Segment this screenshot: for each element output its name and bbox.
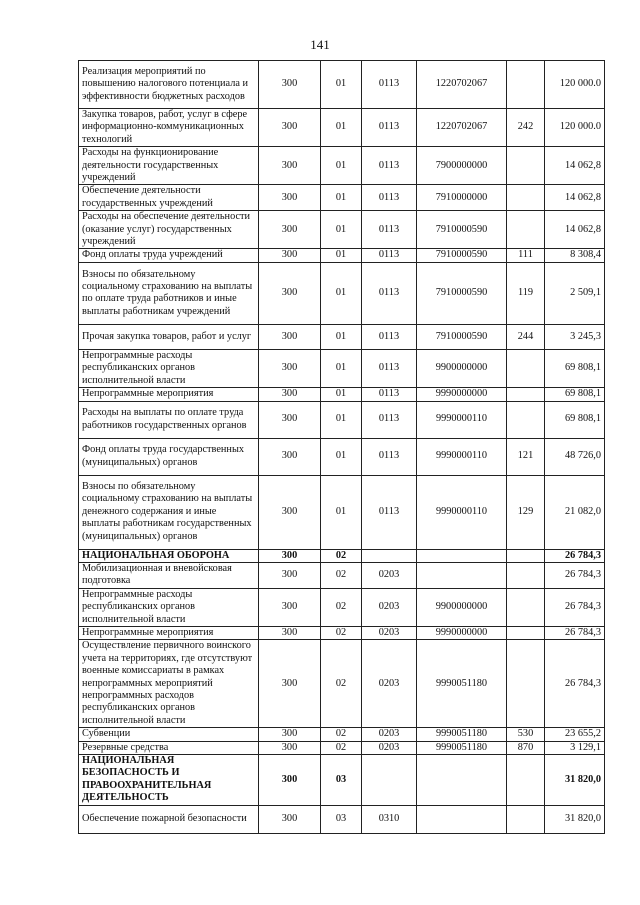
table-row [79, 249, 605, 262]
row-subsection-code: 0113 [362, 438, 417, 475]
row-amount: 21 082,0 [545, 475, 605, 549]
row-section-code: 01 [321, 61, 362, 109]
table-row [79, 728, 605, 741]
row-expense-type [507, 640, 545, 728]
row-name: Расходы на обеспечение деятельности (оказание услуг) государственных учреждений [79, 211, 259, 249]
row-section-code: 02 [321, 588, 362, 626]
row-target-article: 9990000110 [417, 401, 507, 438]
row-subsection-code: 0203 [362, 640, 417, 728]
row-name: Обеспечение деятельности государственных учреждений [79, 185, 259, 211]
table-row [79, 211, 605, 249]
row-expense-type: 242 [507, 109, 545, 147]
row-target-article [417, 562, 507, 588]
row-subsection-code: 0113 [362, 249, 417, 262]
row-amount: 69 808,1 [545, 349, 605, 387]
row-name: Субвенции [79, 728, 259, 741]
row-grbs-code: 300 [259, 805, 321, 833]
row-expense-type [507, 588, 545, 626]
table-row [79, 562, 605, 588]
row-expense-type [507, 755, 545, 806]
table-row [79, 475, 605, 549]
row-target-article: 9900000000 [417, 588, 507, 626]
row-grbs-code: 300 [259, 324, 321, 349]
row-name: Непрограммные расходы республиканских органов исполнительной власти [79, 349, 259, 387]
row-grbs-code: 300 [259, 109, 321, 147]
row-section-code: 01 [321, 475, 362, 549]
row-target-article: 7910000590 [417, 211, 507, 249]
row-name: Резервные средства [79, 741, 259, 754]
table-row [79, 755, 605, 806]
row-subsection-code: 0203 [362, 728, 417, 741]
table-row [79, 401, 605, 438]
row-subsection-code [362, 755, 417, 806]
row-subsection-code: 0113 [362, 262, 417, 324]
row-amount: 3 245,3 [545, 324, 605, 349]
row-target-article [417, 755, 507, 806]
row-expense-type: 121 [507, 438, 545, 475]
row-grbs-code: 300 [259, 640, 321, 728]
row-expense-type [507, 61, 545, 109]
row-target-article: 9990051180 [417, 728, 507, 741]
row-grbs-code: 300 [259, 185, 321, 211]
row-amount: 120 000.0 [545, 109, 605, 147]
row-amount: 120 000.0 [545, 61, 605, 109]
row-target-article: 1220702067 [417, 61, 507, 109]
row-grbs-code: 300 [259, 755, 321, 806]
row-name: Прочая закупка товаров, работ и услуг [79, 324, 259, 349]
row-expense-type: 870 [507, 741, 545, 754]
row-amount: 31 820,0 [545, 755, 605, 806]
row-expense-type [507, 388, 545, 401]
row-target-article: 9990051180 [417, 640, 507, 728]
row-section-code: 03 [321, 755, 362, 806]
row-subsection-code: 0113 [362, 211, 417, 249]
row-expense-type: 129 [507, 475, 545, 549]
row-name: Взносы по обязательному социальному страхованию на выплаты денежного содержания и иные выплаты работникам государственных (муниципальных) органов [79, 475, 259, 549]
budget-table [78, 60, 605, 834]
row-expense-type [507, 549, 545, 562]
row-section-code: 01 [321, 211, 362, 249]
row-subsection-code: 0113 [362, 349, 417, 387]
row-grbs-code: 300 [259, 249, 321, 262]
row-name: Непрограммные расходы республиканских органов исполнительной власти [79, 588, 259, 626]
row-name: Расходы на выплаты по оплате труда работников государственных органов [79, 401, 259, 438]
table-row [79, 109, 605, 147]
row-target-article: 9990000000 [417, 388, 507, 401]
row-target-article: 7910000590 [417, 262, 507, 324]
row-name: НАЦИОНАЛЬНАЯ ОБОРОНА [79, 549, 259, 562]
row-grbs-code: 300 [259, 741, 321, 754]
row-section-code: 02 [321, 549, 362, 562]
row-amount: 3 129,1 [545, 741, 605, 754]
row-section-code: 01 [321, 388, 362, 401]
row-grbs-code: 300 [259, 61, 321, 109]
row-target-article: 7900000000 [417, 147, 507, 185]
row-subsection-code [362, 549, 417, 562]
row-target-article: 7910000590 [417, 249, 507, 262]
row-section-code: 01 [321, 438, 362, 475]
row-grbs-code: 300 [259, 626, 321, 639]
row-name: Закупка товаров, работ, услуг в сфере информационно-коммуникационных технологий [79, 109, 259, 147]
row-grbs-code: 300 [259, 349, 321, 387]
row-target-article: 9990000110 [417, 475, 507, 549]
row-amount: 26 784,3 [545, 640, 605, 728]
row-amount: 69 808,1 [545, 401, 605, 438]
row-subsection-code: 0113 [362, 401, 417, 438]
row-amount: 26 784,3 [545, 626, 605, 639]
row-expense-type: 244 [507, 324, 545, 349]
row-expense-type [507, 626, 545, 639]
row-amount: 69 808,1 [545, 388, 605, 401]
row-expense-type [507, 401, 545, 438]
row-section-code: 02 [321, 562, 362, 588]
row-section-code: 02 [321, 626, 362, 639]
row-grbs-code: 300 [259, 438, 321, 475]
row-expense-type: 530 [507, 728, 545, 741]
budget-table-body [79, 61, 605, 834]
row-grbs-code: 300 [259, 562, 321, 588]
row-amount: 2 509,1 [545, 262, 605, 324]
row-section-code: 01 [321, 109, 362, 147]
row-target-article: 7910000000 [417, 185, 507, 211]
row-amount: 31 820,0 [545, 805, 605, 833]
row-section-code: 01 [321, 262, 362, 324]
row-expense-type [507, 805, 545, 833]
row-expense-type [507, 349, 545, 387]
row-name: Фонд оплаты труда учреждений [79, 249, 259, 262]
row-grbs-code: 300 [259, 388, 321, 401]
row-section-code: 01 [321, 185, 362, 211]
row-grbs-code: 300 [259, 147, 321, 185]
row-subsection-code: 0203 [362, 562, 417, 588]
row-name: Обеспечение пожарной безопасности [79, 805, 259, 833]
row-subsection-code: 0113 [362, 475, 417, 549]
row-subsection-code: 0310 [362, 805, 417, 833]
row-section-code: 01 [321, 147, 362, 185]
row-target-article: 1220702067 [417, 109, 507, 147]
row-amount: 14 062,8 [545, 185, 605, 211]
row-target-article: 9990000110 [417, 438, 507, 475]
row-name: Осуществление первичного воинского учета на территориях, где отсутствуют военные комиссариаты в рамках непрограммных мероприятий непрограммных расходов республиканских органов исполнительной власти [79, 640, 259, 728]
row-target-article [417, 549, 507, 562]
row-grbs-code: 300 [259, 401, 321, 438]
table-row [79, 626, 605, 639]
row-expense-type [507, 147, 545, 185]
row-grbs-code: 300 [259, 549, 321, 562]
table-row [79, 741, 605, 754]
table-row [79, 588, 605, 626]
row-grbs-code: 300 [259, 211, 321, 249]
row-section-code: 02 [321, 640, 362, 728]
row-target-article: 9990051180 [417, 741, 507, 754]
row-name: Непрограммные мероприятия [79, 626, 259, 639]
table-row [79, 324, 605, 349]
row-target-article: 9900000000 [417, 349, 507, 387]
row-target-article: 9990000000 [417, 626, 507, 639]
row-target-article: 7910000590 [417, 324, 507, 349]
table-row [79, 349, 605, 387]
page-number: 141 [310, 37, 330, 52]
row-section-code: 01 [321, 401, 362, 438]
row-section-code: 01 [321, 249, 362, 262]
row-amount: 26 784,3 [545, 549, 605, 562]
row-subsection-code: 0113 [362, 388, 417, 401]
row-name: Расходы на функционирование деятельности государственных учреждений [79, 147, 259, 185]
row-subsection-code: 0113 [362, 324, 417, 349]
row-grbs-code: 300 [259, 728, 321, 741]
row-amount: 26 784,3 [545, 562, 605, 588]
row-section-code: 01 [321, 324, 362, 349]
row-grbs-code: 300 [259, 588, 321, 626]
row-section-code: 03 [321, 805, 362, 833]
row-amount: 48 726,0 [545, 438, 605, 475]
table-row [79, 388, 605, 401]
row-expense-type [507, 562, 545, 588]
row-expense-type: 111 [507, 249, 545, 262]
row-section-code: 02 [321, 741, 362, 754]
row-amount: 14 062,8 [545, 211, 605, 249]
table-row [79, 549, 605, 562]
table-row [79, 147, 605, 185]
row-subsection-code: 0203 [362, 626, 417, 639]
row-subsection-code: 0203 [362, 741, 417, 754]
row-amount: 26 784,3 [545, 588, 605, 626]
row-amount: 8 308,4 [545, 249, 605, 262]
row-section-code: 02 [321, 728, 362, 741]
row-expense-type [507, 185, 545, 211]
row-name: Взносы по обязательному социальному страхованию на выплаты по оплате труда работников и иные выплаты работникам учреждений [79, 262, 259, 324]
table-row [79, 61, 605, 109]
row-name: НАЦИОНАЛЬНАЯ БЕЗОПАСНОСТЬ И ПРАВООХРАНИТЕЛЬНАЯ ДЕЯТЕЛЬНОСТЬ [79, 755, 259, 806]
table-row [79, 640, 605, 728]
row-name: Непрограммные мероприятия [79, 388, 259, 401]
row-section-code: 01 [321, 349, 362, 387]
row-subsection-code: 0113 [362, 109, 417, 147]
table-row [79, 438, 605, 475]
table-row [79, 185, 605, 211]
table-row [79, 805, 605, 833]
row-subsection-code: 0113 [362, 185, 417, 211]
row-expense-type: 119 [507, 262, 545, 324]
row-grbs-code: 300 [259, 262, 321, 324]
table-row [79, 262, 605, 324]
row-grbs-code: 300 [259, 475, 321, 549]
row-expense-type [507, 211, 545, 249]
row-amount: 14 062,8 [545, 147, 605, 185]
row-name: Мобилизационная и вневойсковая подготовка [79, 562, 259, 588]
row-name: Реализация мероприятий по повышению налогового потенциала и эффективности бюджетных расходов [79, 61, 259, 109]
row-subsection-code: 0203 [362, 588, 417, 626]
row-amount: 23 655,2 [545, 728, 605, 741]
row-target-article [417, 805, 507, 833]
row-subsection-code: 0113 [362, 61, 417, 109]
row-name: Фонд оплаты труда государственных (муниципальных) органов [79, 438, 259, 475]
row-subsection-code: 0113 [362, 147, 417, 185]
